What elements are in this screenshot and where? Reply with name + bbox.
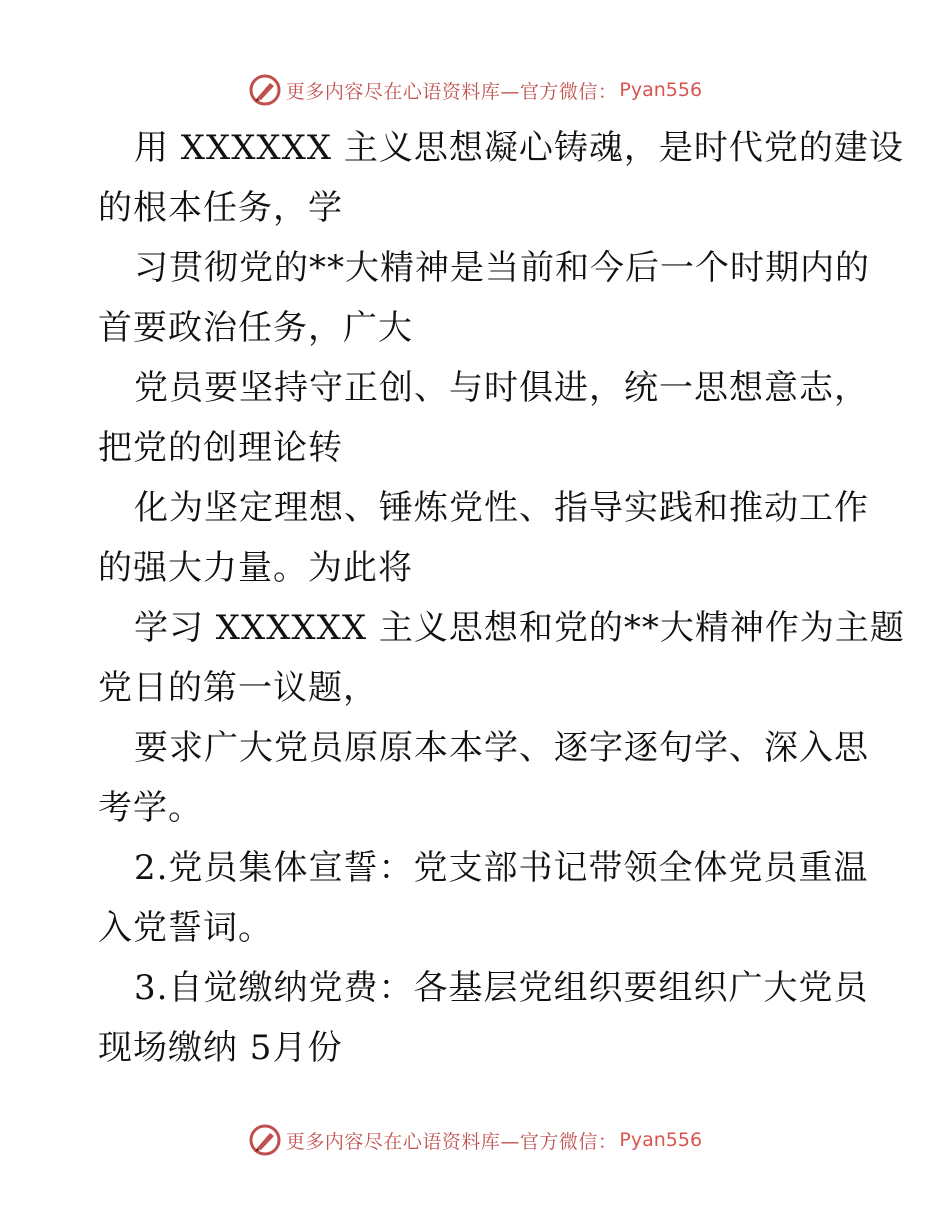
paragraph-8 [98, 958, 869, 1078]
paragraph-5 [98, 598, 905, 718]
document-body [98, 118, 905, 1078]
paragraph-line: 考学。 [98, 788, 203, 828]
wechat-id: Pyan556 [619, 79, 703, 101]
paragraph-line: 党日的第一议题， [98, 668, 378, 708]
paragraph-line: 把党的创理论转 [98, 428, 343, 468]
paragraph-line: 用 XXXXXX 主义思想凝心铸魂，是时代党的建设 [134, 128, 904, 168]
paragraph-4 [98, 478, 869, 598]
header-watermark [0, 70, 950, 110]
paragraph-line: 的根本任务，学 [98, 188, 343, 228]
watermark-text: 更多内容尽在心语资料库—官方微信： [285, 80, 618, 103]
paragraph-line: 首要政治任务，广大 [98, 308, 413, 348]
footer-watermark [0, 1120, 950, 1160]
pen-logo-icon [248, 1123, 282, 1157]
pen-logo-icon [248, 73, 282, 107]
paragraph-1 [98, 118, 904, 238]
paragraph-line: 学习 XXXXXX 主义思想和党的**大精神作为主题 [134, 608, 905, 648]
wechat-id: Pyan556 [619, 1129, 703, 1151]
paragraph-line: 要求广大党员原原本本学、逐字逐句学、深入思 [134, 728, 869, 768]
paragraph-6 [98, 718, 869, 838]
paragraph-line: 习贯彻党的**大精神是当前和今后一个时期内的 [134, 248, 870, 288]
paragraph-line: 的强大力量。为此将 [98, 548, 413, 588]
paragraph-line: 2.党员集体宣誓：党支部书记带领全体党员重温 [134, 848, 869, 888]
paragraph-line: 3.自觉缴纳党费：各基层党组织要组织广大党员 [134, 968, 869, 1008]
paragraph-line: 党员要坚持守正创、与时俱进，统一思想意志， [134, 368, 869, 408]
watermark-text: 更多内容尽在心语资料库—官方微信： [285, 1130, 618, 1153]
paragraph-line: 化为坚定理想、锤炼党性、指导实践和推动工作 [134, 488, 869, 528]
paragraph-3 [98, 358, 869, 478]
paragraph-line: 入党誓词。 [98, 908, 273, 948]
paragraph-7 [98, 838, 869, 958]
paragraph-line: 现场缴纳 5月份 [98, 1028, 343, 1068]
paragraph-2 [98, 238, 870, 358]
